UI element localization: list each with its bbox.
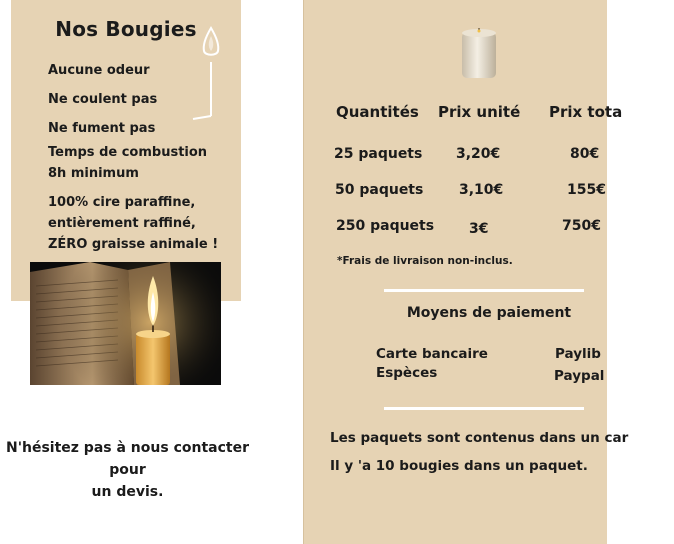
row-quantity: 250 paquets <box>336 218 435 234</box>
info-line: Les paquets sont contenus dans un car <box>330 430 629 446</box>
header-unit-price: Prix unité <box>438 103 521 121</box>
feature-item: Ne fument pas <box>48 121 156 136</box>
pricing-panel <box>303 0 629 544</box>
payment-method: Paypal <box>554 368 605 384</box>
payment-method: Espèces <box>376 365 438 381</box>
row-total-price: 80€ <box>570 146 600 162</box>
header-quantities: Quantités <box>336 103 419 121</box>
row-unit-price: 3,20€ <box>456 146 501 162</box>
feature-item: Temps de combustion <box>48 145 208 160</box>
payment-method: Paylib <box>555 346 601 362</box>
feature-item: Aucune odeur <box>48 63 150 78</box>
candle-icon <box>460 26 498 82</box>
row-quantity: 50 paquets <box>335 182 424 198</box>
row-total-price: 155€ <box>567 182 606 198</box>
page-title: Nos Bougies <box>55 17 197 41</box>
feature-item: Ne coulent pas <box>48 92 158 107</box>
divider <box>384 407 584 410</box>
contact-message <box>0 437 255 503</box>
feature-item: entièrement raffiné, <box>48 216 196 231</box>
info-line: Il y 'a 10 bougies dans un paquet. <box>330 458 588 474</box>
book-candle-photo <box>30 262 221 385</box>
payment-method: Carte bancaire <box>376 346 488 362</box>
feature-item: 100% cire paraffine, <box>48 195 196 210</box>
feature-item: 8h minimum <box>48 166 139 181</box>
row-total-price: 750€ <box>562 218 601 234</box>
row-quantity: 25 paquets <box>334 146 423 162</box>
row-unit-price: 3€ <box>469 221 489 237</box>
divider <box>384 289 584 292</box>
payment-title: Moyens de paiement <box>406 305 572 321</box>
row-unit-price: 3,10€ <box>459 182 504 198</box>
feature-item: ZÉRO graisse animale ! <box>48 237 219 252</box>
book-candle-image <box>30 262 221 385</box>
contact-line: un devis. <box>91 484 164 500</box>
contact-line: N'hésitez pas à nous contacter pour <box>6 440 249 478</box>
candle-outline-icon <box>191 24 231 124</box>
header-total-price: Prix tota <box>549 103 623 121</box>
left-card <box>11 0 241 301</box>
shipping-note: *Frais de livraison non-inclus. <box>337 255 513 267</box>
